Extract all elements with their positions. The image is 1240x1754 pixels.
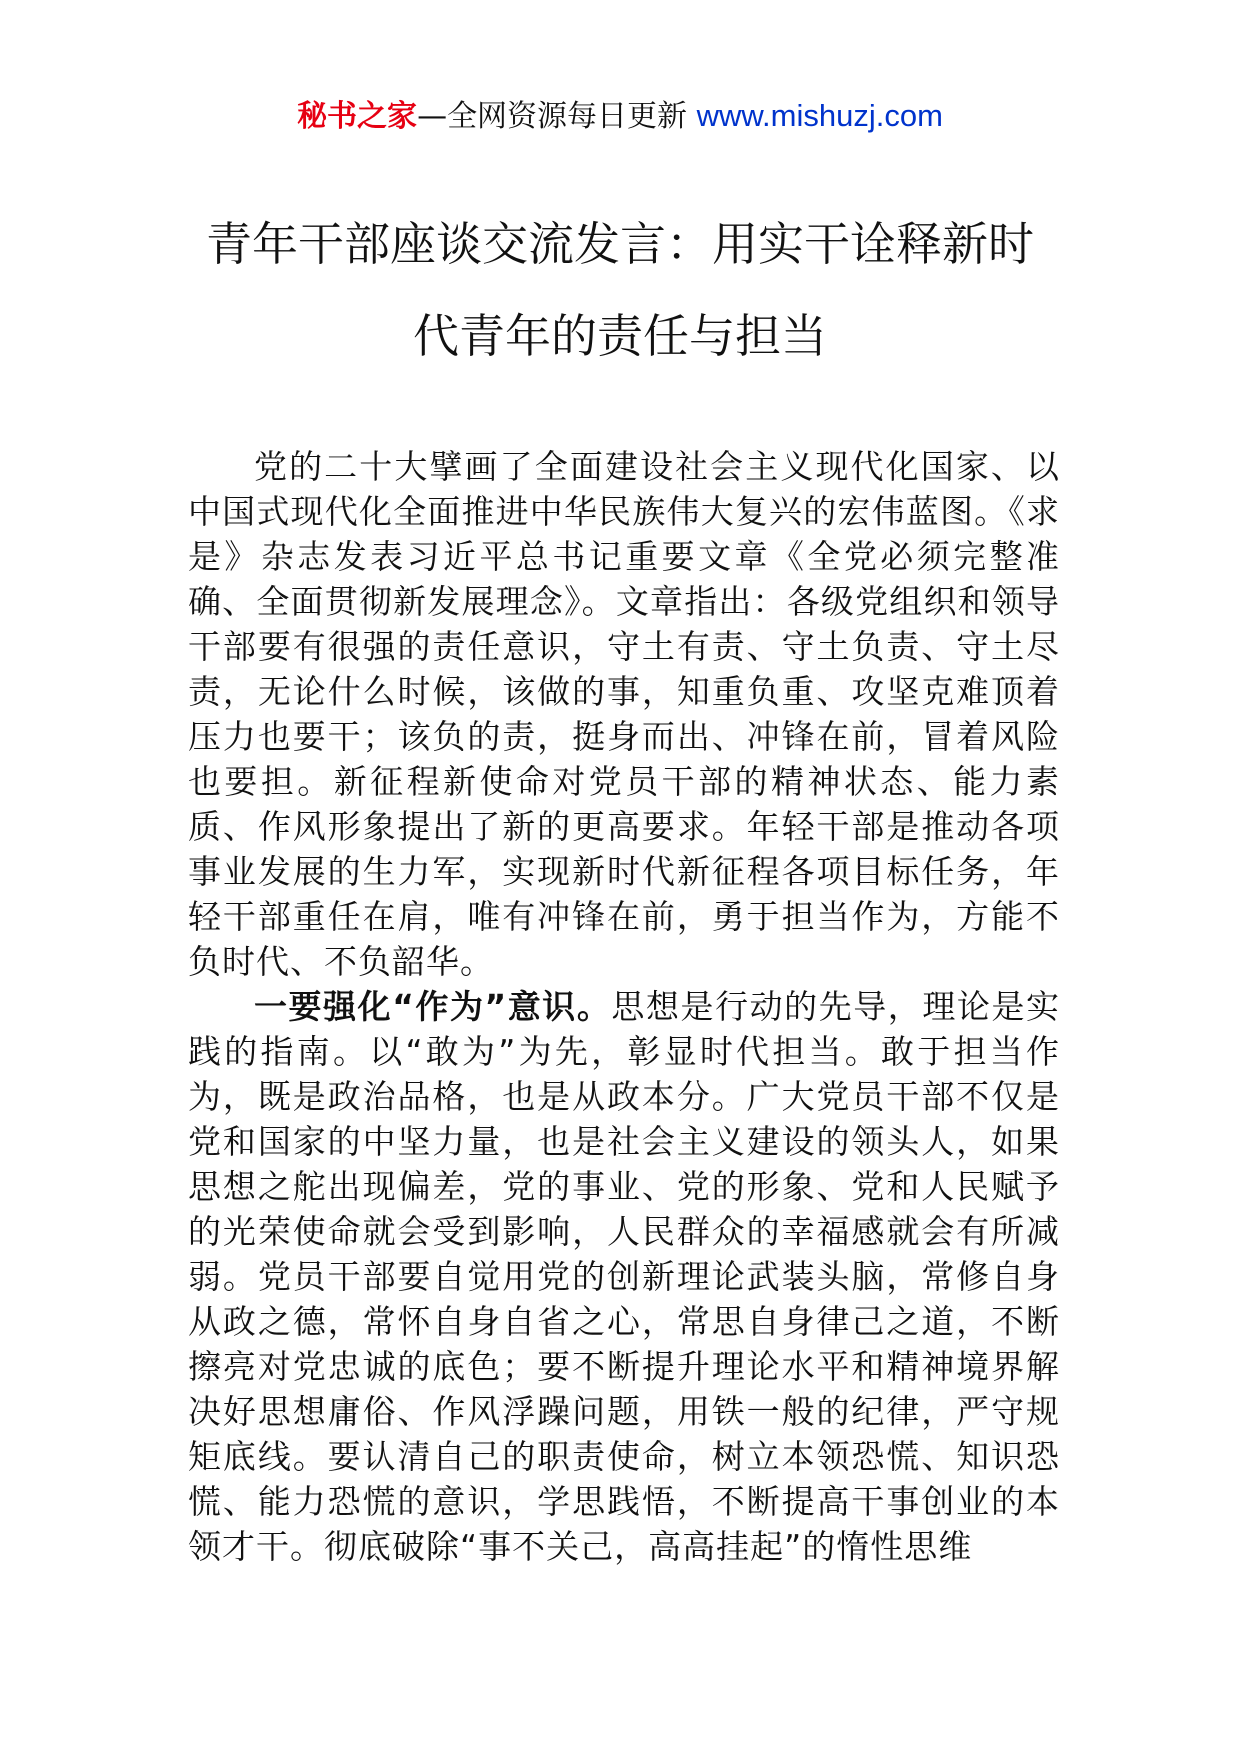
section-1-paragraph — [188, 984, 1060, 1569]
document-body — [188, 444, 1060, 1569]
site-slogan: —全网资源每日更新 — [417, 99, 697, 134]
site-header — [0, 96, 1240, 137]
intro-paragraph — [188, 444, 1060, 984]
title-line-1: 青年干部座谈交流发言：用实干诠释新时 — [206, 217, 1034, 271]
title-line-2: 代青年的责任与担当 — [413, 309, 827, 363]
paragraph-text: 党的二十大擘画了全面建设社会主义现代化国家、以中国式现代化全面推进中华民族伟大复兴的宏伟蓝图。《求是》杂志发表习近平总书记重要文章《全党必须完整准确、全面贯彻新发展理念》。文章指出：各级党组织和领导干部要有很强的责任意识，守土有责、守土负责、守土尽责，无论什么时候，该做的事，知重负重、攻坚克难顶着压力也要干；该负的责，挺身而出、冲锋在前，冒着风险也要担。新征程新使命对党员干部的精神状态、能力素质、作风形象提出了新的更高要求。年轻干部是推动各项事业发展的生力军，实现新时代新征程各项目标任务，年轻干部重任在肩，唯有冲锋在前，勇于担当作为，方能不负时代、不负韶华。 — [188, 447, 1060, 981]
site-url-link[interactable]: www.mishuzj.com — [696, 98, 943, 133]
brand-name: 秘书之家 — [297, 99, 418, 134]
section-1-heading: 一要强化“作为”意识。 — [254, 987, 612, 1026]
paragraph-text: 思想是行动的先导，理论是实践的指南。以“敢为”为先，彰显时代担当。敢于担当作为，既是政治品格，也是从政本分。广大党员干部不仅是党和国家的中坚力量，也是社会主义建设的领头人，如果思想之舵出现偏差，党的事业、党的形象、党和人民赋予的光荣使命就会受到影响，人民群众的幸福感就会有所减弱。党员干部要自觉用党的创新理论武装头脑，常修自身从政之德，常怀自身自省之心，常思自身律己之道，不断擦亮对党忠诚的底色；要不断提升理论水平和精神境界解决好思想庸俗、作风浮躁问题，用铁一般的纪律，严守规矩底线。要认清自己的职责使命，树立本领恐慌、知识恐慌、能力恐慌的意识，学思践悟，不断提高干事创业的本领才干。彻底破除“事不关己，高高挂起”的惰性思维 — [188, 987, 1061, 1566]
document-title — [150, 198, 1090, 382]
